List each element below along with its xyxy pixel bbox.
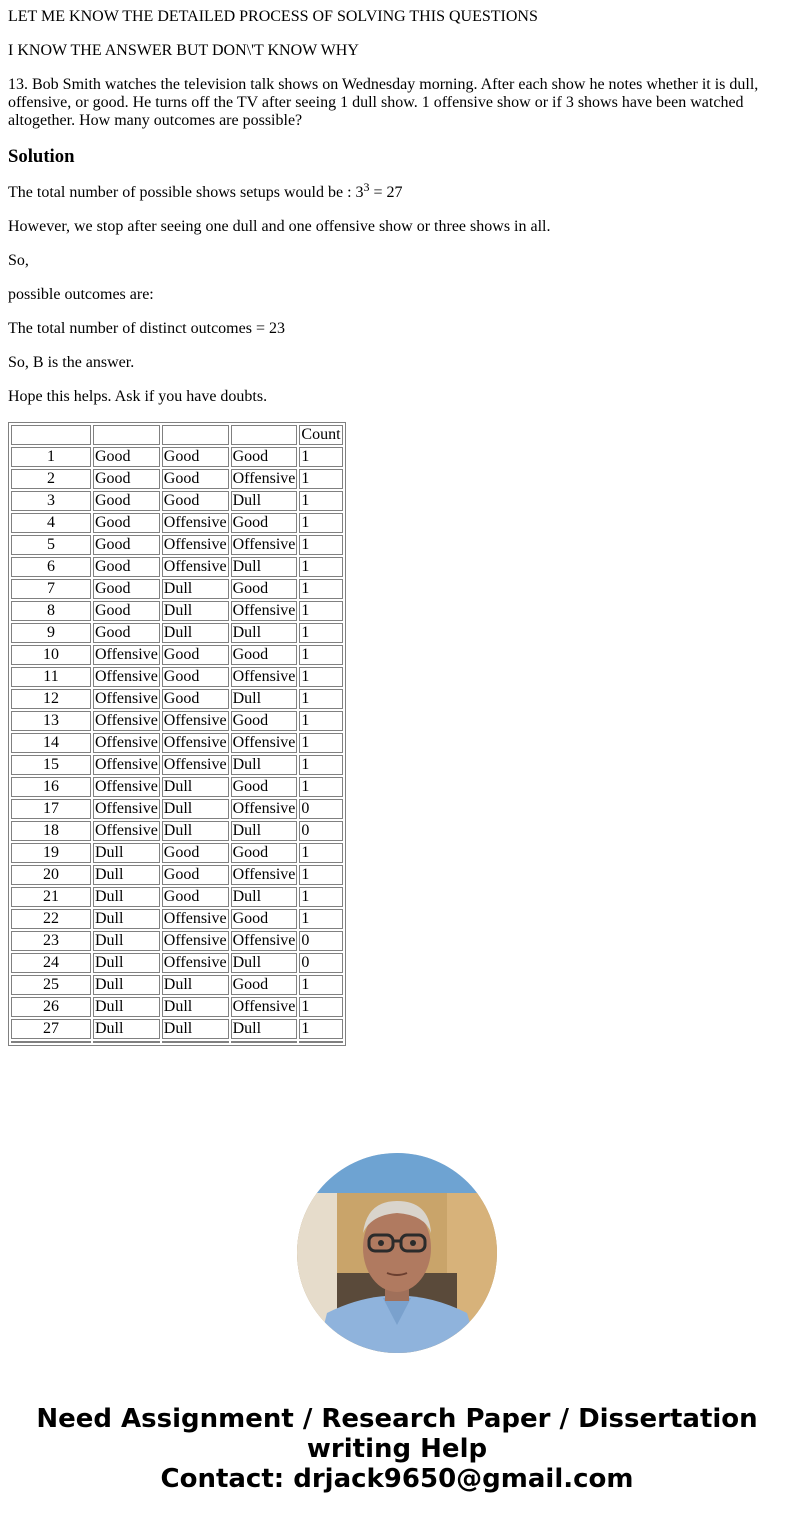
show-1-cell: Dull <box>93 887 160 907</box>
row-number-cell: 14 <box>11 733 91 753</box>
show-1-cell: Offensive <box>95 646 158 663</box>
show-2-cell: Good <box>162 491 229 511</box>
show-3-cell: Good <box>231 447 298 467</box>
table-row <box>11 909 343 929</box>
row-number-cell: 7 <box>11 579 91 599</box>
count-cell: 1 <box>299 865 342 885</box>
show-1-cell: Dull <box>93 931 160 951</box>
show-1-cell: Dull <box>93 953 160 973</box>
count-cell: 0 <box>299 821 342 841</box>
question-line-2: I KNOW THE ANSWER BUT DON\'T KNOW WHY <box>8 42 359 59</box>
show-3-cell: Good <box>231 843 298 863</box>
show-2-cell: Dull <box>162 997 229 1017</box>
outcomes-table <box>8 422 346 1046</box>
row-number-cell: 10 <box>11 645 91 665</box>
outcomes-table-body <box>11 425 343 1043</box>
show-2-cell: Offensive <box>163 558 227 575</box>
show-2-cell: Dull <box>162 975 229 995</box>
table-row <box>11 469 343 489</box>
total-setups <box>8 180 786 202</box>
show-1-cell: Offensive <box>95 800 158 817</box>
show-3-cell: Offensive <box>232 668 296 685</box>
table-row <box>11 557 343 577</box>
table-row <box>11 953 343 973</box>
table-row <box>11 711 343 731</box>
show-2-cell: Dull <box>162 579 229 599</box>
count-cell: 1 <box>299 711 342 731</box>
show-2-cell: Offensive <box>163 910 227 927</box>
empty-cell <box>231 1041 298 1043</box>
total-setups-exponent: 3 <box>363 180 370 194</box>
row-number-cell: 27 <box>11 1019 91 1039</box>
show-1-cell: Offensive <box>95 734 158 751</box>
so-line: So, <box>8 252 29 269</box>
empty-cell <box>11 1041 91 1043</box>
show-1-cell: Offensive <box>95 756 158 773</box>
show-3-cell: Dull <box>231 557 298 577</box>
count-cell: 1 <box>299 623 342 643</box>
show-3-cell: Dull <box>231 887 298 907</box>
count-cell: 1 <box>299 777 342 797</box>
count-cell: 1 <box>299 755 342 775</box>
header-cell <box>231 425 298 445</box>
row-number-cell: 25 <box>11 975 91 995</box>
count-cell: 1 <box>299 997 342 1017</box>
answer-line: So, B is the answer. <box>8 354 135 371</box>
show-1-cell: Good <box>93 623 160 643</box>
empty-cell <box>162 1041 229 1043</box>
count-cell: 1 <box>299 975 342 995</box>
show-2-cell: Good <box>162 887 229 907</box>
promo-line-2: writing Help <box>306 1434 488 1464</box>
count-cell: 1 <box>299 689 342 709</box>
show-3-cell: Dull <box>231 491 298 511</box>
count-cell: 0 <box>299 953 342 973</box>
show-3-cell: Dull <box>231 953 298 973</box>
table-row <box>11 843 343 863</box>
show-1-cell: Good <box>93 601 160 621</box>
show-1-cell: Offensive <box>95 668 158 685</box>
show-3-cell: Dull <box>231 755 298 775</box>
count-cell: 1 <box>299 667 342 687</box>
show-2-cell: Good <box>162 865 229 885</box>
table-row <box>11 975 343 995</box>
show-2-cell: Good <box>162 843 229 863</box>
show-3-cell: Offensive <box>232 536 296 553</box>
table-row <box>11 931 343 951</box>
row-number-cell: 22 <box>11 909 91 929</box>
table-row <box>11 535 343 555</box>
show-3-cell: Good <box>231 513 298 533</box>
show-1-cell: Offensive <box>95 690 158 707</box>
show-1-cell: Dull <box>93 997 160 1017</box>
table-header-row <box>11 425 343 445</box>
row-number-cell: 19 <box>11 843 91 863</box>
header-cell-count: Count <box>301 426 341 443</box>
count-cell: 1 <box>299 491 342 511</box>
row-number-cell: 8 <box>11 601 91 621</box>
count-cell: 1 <box>299 557 342 577</box>
row-number-cell: 18 <box>11 821 91 841</box>
show-2-cell: Good <box>162 667 229 687</box>
count-cell: 1 <box>299 447 342 467</box>
table-row <box>11 447 343 467</box>
table-row <box>11 601 343 621</box>
table-row <box>11 799 343 819</box>
row-number-cell: 4 <box>11 513 91 533</box>
row-number-cell: 5 <box>11 535 91 555</box>
show-1-cell: Good <box>93 491 160 511</box>
table-row <box>11 645 343 665</box>
show-3-cell: Dull <box>231 623 298 643</box>
show-1-cell: Offensive <box>95 822 158 839</box>
show-3-cell: Good <box>231 909 298 929</box>
table-row <box>11 887 343 907</box>
show-3-cell: Good <box>231 711 298 731</box>
row-number-cell: 16 <box>11 777 91 797</box>
count-cell: 1 <box>299 601 342 621</box>
total-setups-text: The total number of possible shows setups would be : 3 <box>8 184 364 201</box>
table-row <box>11 821 343 841</box>
table-row <box>11 755 343 775</box>
table-row <box>11 689 343 709</box>
distinct-outcomes: The total number of distinct outcomes = 23 <box>8 320 285 337</box>
count-cell: 1 <box>299 1019 342 1039</box>
show-3-cell: Good <box>231 579 298 599</box>
count-cell: 1 <box>299 733 342 753</box>
show-3-cell: Good <box>231 975 298 995</box>
row-number-cell: 11 <box>11 667 91 687</box>
count-cell: 1 <box>299 469 342 489</box>
show-1-cell: Good <box>93 469 160 489</box>
count-cell: 0 <box>299 799 342 819</box>
show-2-cell: Good <box>162 645 229 665</box>
header-cell <box>162 425 229 445</box>
count-cell: 1 <box>299 513 342 533</box>
promo-banner <box>0 1404 794 1494</box>
show-2-cell: Dull <box>162 799 229 819</box>
show-1-cell: Good <box>93 535 160 555</box>
show-2-cell: Dull <box>162 777 229 797</box>
table-spacer-row <box>11 1041 343 1043</box>
author-avatar <box>297 1153 497 1353</box>
row-number-cell: 3 <box>11 491 91 511</box>
show-3-cell: Offensive <box>232 998 296 1015</box>
show-2-cell: Good <box>162 689 229 709</box>
show-3-cell: Offensive <box>232 602 296 619</box>
question-line-1: LET ME KNOW THE DETAILED PROCESS OF SOLVING THIS QUESTIONS <box>8 8 538 25</box>
show-1-cell: Good <box>93 513 160 533</box>
empty-cell <box>93 1041 160 1043</box>
table-row <box>11 1019 343 1039</box>
row-number-cell: 26 <box>11 997 91 1017</box>
table-row <box>11 997 343 1017</box>
count-cell: 1 <box>299 535 342 555</box>
row-number-cell: 20 <box>11 865 91 885</box>
problem-statement: 13. Bob Smith watches the television talk shows on Wednesday morning. After each show he notes whether it is dull, offensive, or good. He turns off the TV after seeing 1 dull show. 1 offensive show or if 3 shows have been watched altogether. How many outcomes are possible? <box>8 76 759 129</box>
show-2-cell: Offensive <box>163 514 227 531</box>
count-cell: 1 <box>299 887 342 907</box>
show-1-cell: Dull <box>93 865 160 885</box>
row-number-cell: 2 <box>11 469 91 489</box>
table-row <box>11 623 343 643</box>
count-cell: 0 <box>299 931 342 951</box>
count-cell: 1 <box>299 909 342 929</box>
show-3-cell: Offensive <box>232 470 296 487</box>
table-row <box>11 579 343 599</box>
solution-heading: Solution <box>8 146 75 167</box>
count-cell: 1 <box>299 579 342 599</box>
document-body <box>8 8 786 1046</box>
show-3-cell: Dull <box>231 821 298 841</box>
show-1-cell: Good <box>93 557 160 577</box>
show-3-cell: Offensive <box>232 800 296 817</box>
stop-rule: However, we stop after seeing one dull and one offensive show or three shows in all. <box>8 218 551 235</box>
count-cell: 1 <box>299 645 342 665</box>
show-2-cell: Good <box>162 447 229 467</box>
show-1-cell: Offensive <box>95 712 158 729</box>
total-setups-result: = 27 <box>369 184 403 201</box>
show-2-cell: Dull <box>162 821 229 841</box>
row-number-cell: 12 <box>11 689 91 709</box>
show-3-cell: Dull <box>231 1019 298 1039</box>
show-2-cell: Dull <box>162 623 229 643</box>
row-number-cell: 6 <box>11 557 91 577</box>
show-2-cell: Offensive <box>163 954 227 971</box>
table-row <box>11 491 343 511</box>
show-2-cell: Dull <box>162 1019 229 1039</box>
row-number-cell: 17 <box>11 799 91 819</box>
show-2-cell: Offensive <box>163 734 227 751</box>
show-3-cell: Offensive <box>232 932 296 949</box>
table-row <box>11 733 343 753</box>
show-2-cell: Good <box>162 469 229 489</box>
table-row <box>11 513 343 533</box>
promo-line-1: Need Assignment / Research Paper / Dissertation <box>36 1404 758 1434</box>
row-number-cell: 23 <box>11 931 91 951</box>
row-number-cell: 1 <box>11 447 91 467</box>
table-row <box>11 865 343 885</box>
show-1-cell: Dull <box>93 975 160 995</box>
show-2-cell: Offensive <box>163 932 227 949</box>
show-3-cell: Good <box>231 777 298 797</box>
row-number-cell: 21 <box>11 887 91 907</box>
show-3-cell: Offensive <box>232 734 296 751</box>
show-3-cell: Offensive <box>232 866 296 883</box>
header-cell <box>93 425 160 445</box>
author-portrait-image <box>297 1153 497 1353</box>
show-3-cell: Dull <box>231 689 298 709</box>
show-2-cell: Dull <box>162 601 229 621</box>
show-2-cell: Offensive <box>163 712 227 729</box>
empty-cell <box>299 1041 342 1043</box>
show-1-cell: Good <box>93 447 160 467</box>
show-1-cell: Dull <box>93 1019 160 1039</box>
closing-line: Hope this helps. Ask if you have doubts. <box>8 388 268 405</box>
show-1-cell: Dull <box>93 909 160 929</box>
row-number-cell: 24 <box>11 953 91 973</box>
show-1-cell: Good <box>93 579 160 599</box>
row-number-cell: 13 <box>11 711 91 731</box>
header-cell <box>11 425 91 445</box>
possible-outcomes-label: possible outcomes are: <box>8 286 154 303</box>
row-number-cell: 15 <box>11 755 91 775</box>
promo-contact: Contact: drjack9650@gmail.com <box>160 1464 634 1494</box>
row-number-cell: 9 <box>11 623 91 643</box>
show-3-cell: Good <box>231 645 298 665</box>
table-row <box>11 777 343 797</box>
table-row <box>11 667 343 687</box>
show-2-cell: Offensive <box>163 536 227 553</box>
show-2-cell: Offensive <box>163 756 227 773</box>
show-1-cell: Offensive <box>95 778 158 795</box>
count-cell: 1 <box>299 843 342 863</box>
show-1-cell: Dull <box>93 843 160 863</box>
